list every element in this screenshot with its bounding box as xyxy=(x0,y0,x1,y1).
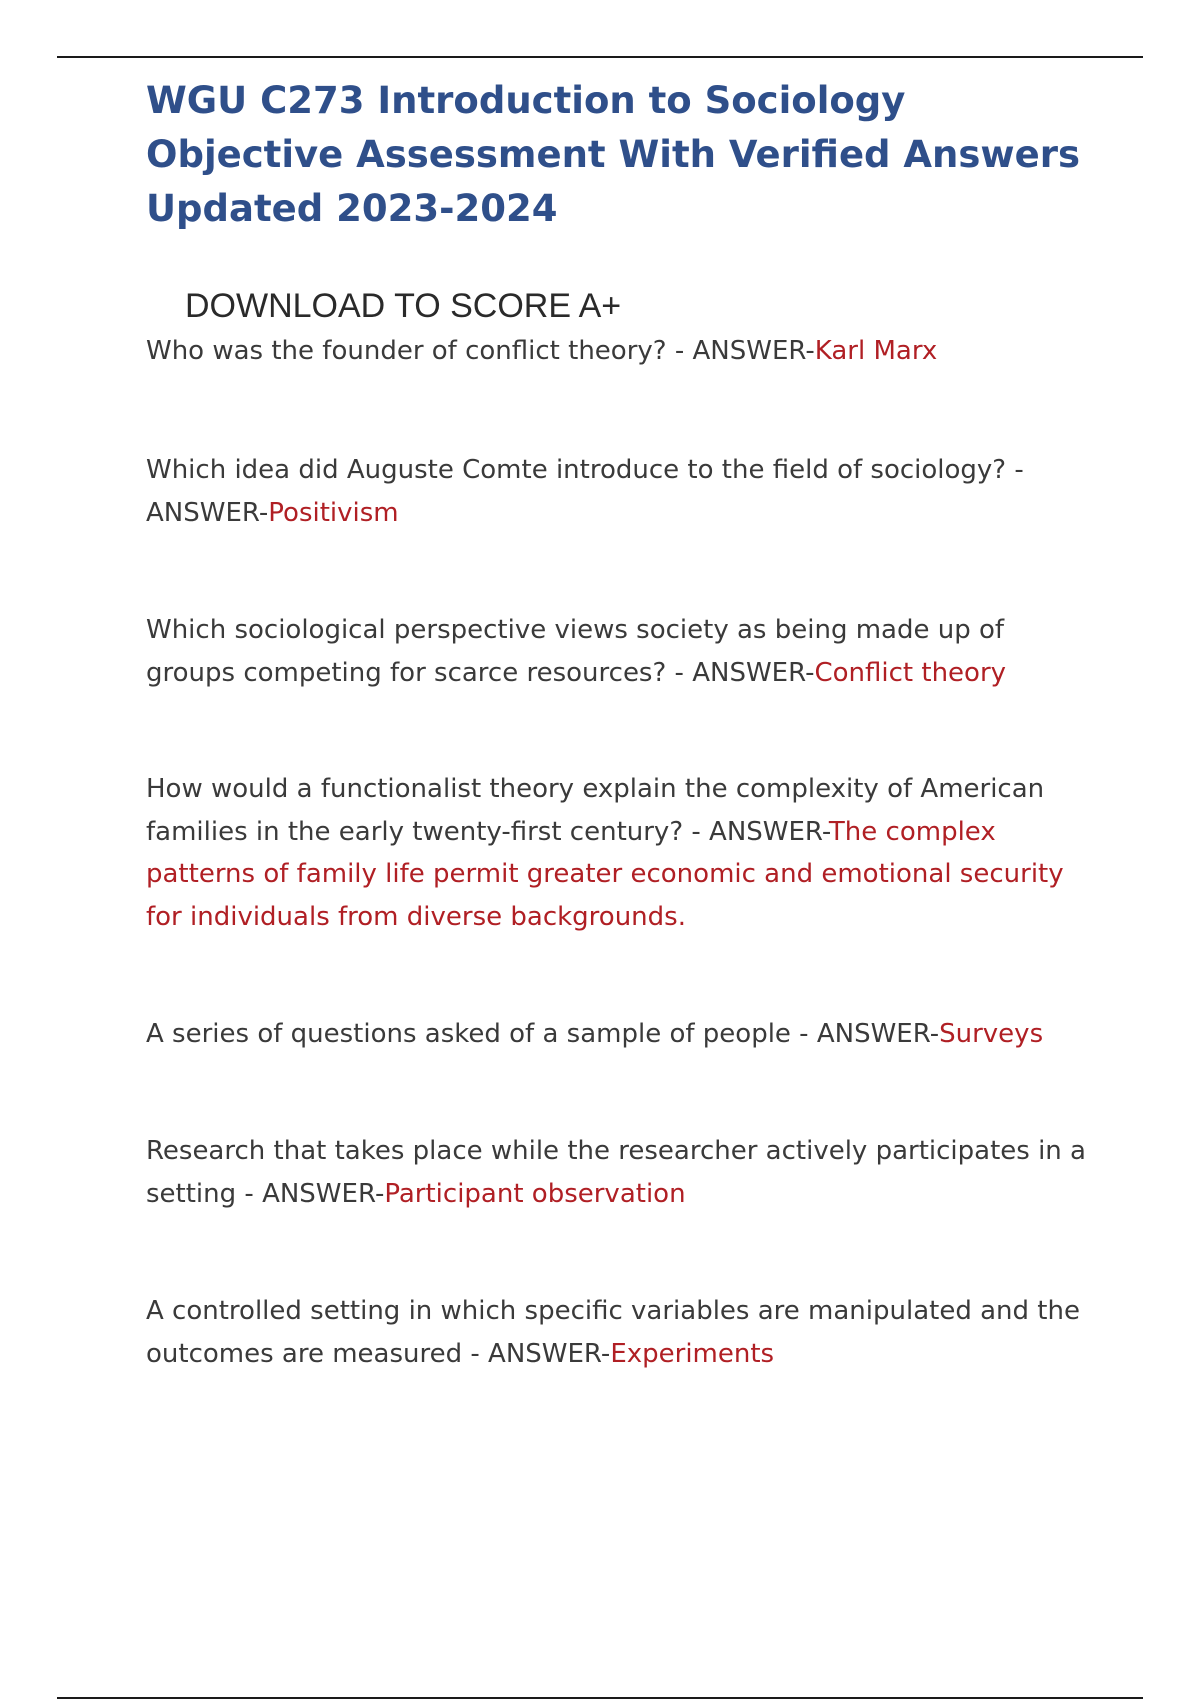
answer-prefix: ANSWER- xyxy=(488,1338,611,1369)
question-text: Which idea did Auguste Comte introduce to the field of sociology? - xyxy=(146,455,1024,485)
answer-text: Experiments xyxy=(610,1338,775,1369)
answer-text: Karl Marx xyxy=(814,336,938,366)
answer-prefix: ANSWER- xyxy=(692,336,815,366)
qa-item xyxy=(146,449,1091,534)
question-text: How would a functionalist theory explain the complexity of American families in the early twenty-first century? - xyxy=(146,774,1045,847)
download-banner: DOWNLOAD TO SCORE A+ xyxy=(185,287,622,325)
answer-text: Surveys xyxy=(939,1019,1044,1049)
answer-prefix: ANSWER- xyxy=(816,1019,940,1049)
question-text: A series of questions asked of a sample of people - xyxy=(146,1019,817,1049)
bottom-rule xyxy=(57,1697,1143,1699)
answer-text: The complex patterns of family life permit greater economic and emotional security for individuals from diverse backgrounds. xyxy=(146,816,1064,932)
answer-prefix: ANSWER- xyxy=(692,657,815,688)
question-text: Which sociological perspective views society as being made up of groups competing for scarce resources? - xyxy=(146,615,1005,688)
answer-prefix: ANSWER- xyxy=(262,1178,385,1209)
qa-item xyxy=(146,330,1091,373)
qa-item xyxy=(146,768,1091,938)
answer-prefix: ANSWER- xyxy=(709,816,829,847)
qa-item xyxy=(146,1130,1091,1215)
question-text: Who was the founder of conflict theory? - xyxy=(146,336,693,366)
top-rule xyxy=(57,56,1143,58)
qa-item xyxy=(146,609,1091,694)
qa-item xyxy=(146,1290,1091,1375)
answer-text: Conflict theory xyxy=(814,657,1007,688)
answer-text: Participant observation xyxy=(384,1178,686,1209)
qa-item xyxy=(146,1013,1091,1056)
question-text: A controlled setting in which specific variables are manipulated and the outcomes are measured - xyxy=(146,1296,1080,1369)
question-text: Research that takes place while the researcher actively participates in a setting - xyxy=(146,1136,1086,1209)
answer-prefix: ANSWER- xyxy=(146,497,269,528)
document-title: WGU C273 Introduction to Sociology Objective Assessment With Verified Answers Updated 2023-2024 xyxy=(146,79,1080,230)
answer-text: Positivism xyxy=(268,497,399,528)
